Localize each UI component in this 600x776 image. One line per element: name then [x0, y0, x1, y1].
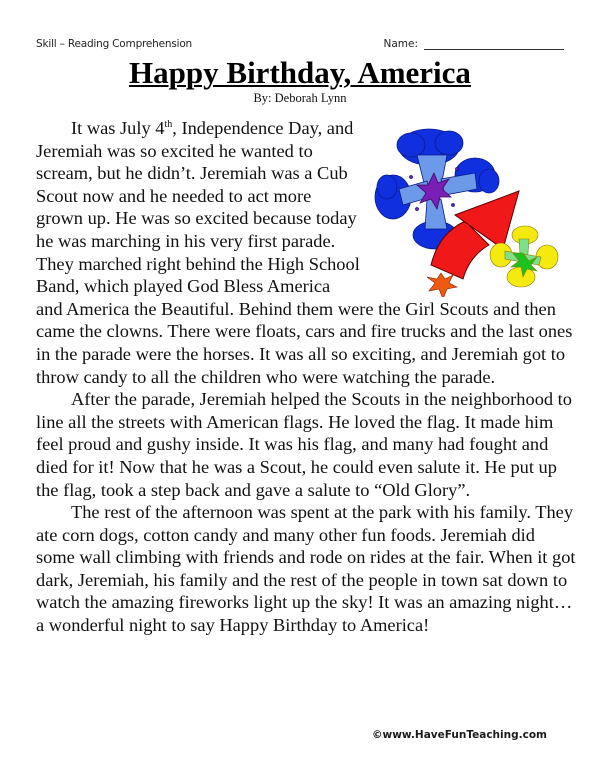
skill-label: Skill – Reading Comprehension	[36, 38, 193, 50]
name-label: Name:	[383, 38, 418, 50]
worksheet-header	[36, 38, 564, 54]
name-blank-line	[424, 39, 564, 50]
story-body	[36, 117, 576, 637]
copyright-footer: ©www.HaveFunTeaching.com	[372, 729, 547, 741]
author-byline: By: Deborah Lynn	[253, 91, 347, 105]
story-paragraph-1: It was July 4th, Independence Day, and Jeremiah was so excited he wanted to scream, but he didn’t. Jeremiah was a Cub Scout now and he needed to act more grown up. He was so excited because today he was marching in his very first parade. They marched right behind the High School Band, which played God Bless America and America the Beautiful. Behind them were the Girl Scouts and then came the clowns. There were floats, cars and fire trucks and the last ones in the parade were the horses. It was all so exciting, and Jeremiah got to throw candy to all the children who were watching the parade.	[36, 118, 573, 387]
story-paragraph-3: The rest of the afternoon was spent at the park with his family. They ate corn dogs, cotton candy and many other fun foods. Jeremiah did some wall climbing with friends and rode on rides at the fair. When it got dark, Jeremiah, his family and the rest of the people in town sat down to watch the amazing fireworks light up the sky! It was an amazing night…a wonderful night to say Happy Birthday to America!	[36, 502, 576, 636]
spark-icon	[427, 273, 457, 297]
name-field	[383, 38, 564, 50]
fireworks-illustration	[371, 117, 576, 297]
story-title: Happy Birthday, America	[129, 55, 471, 90]
story-paragraph-2: After the parade, Jeremiah helped the Scouts in the neighborhood to line all the streets with American flags. He loved the flag. It made him feel proud and gushy inside. It was his flag, and many had fought and died for it! Now that he was a Scout, he could even salute it. He put up the flag, took a step back and gave a salute to “Old Glory”.	[36, 389, 572, 500]
